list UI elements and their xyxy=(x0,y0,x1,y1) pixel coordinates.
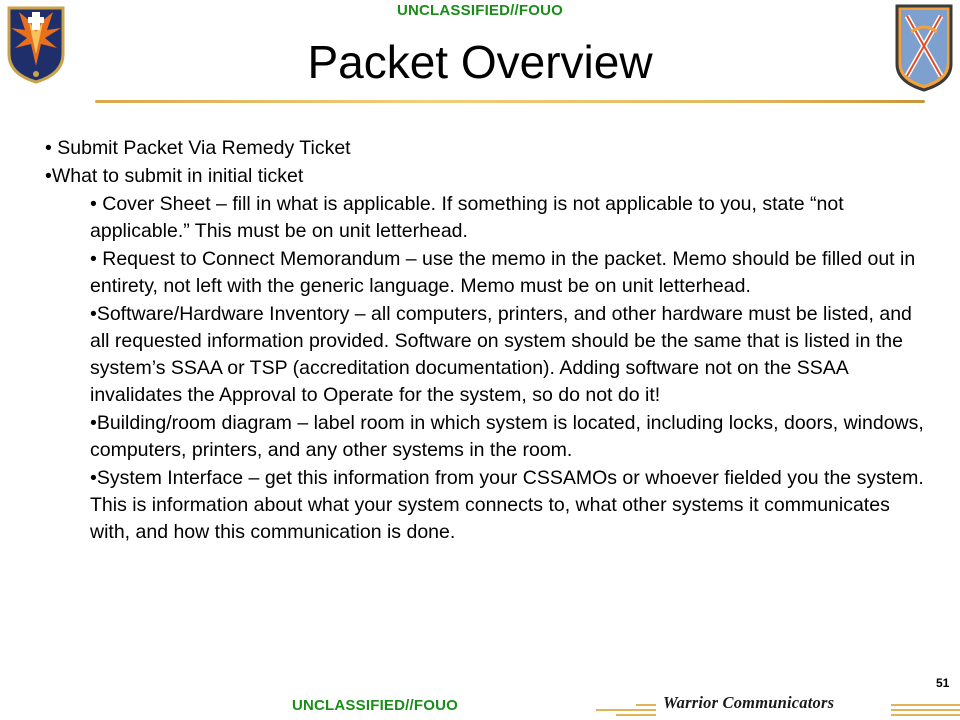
title-underline xyxy=(95,100,925,103)
sub-bullet-request-memo: • Request to Connect Memorandum – use the memo in the packet. Memo should be filled out in entirety, not left with the generic language. Memo must be on unit letterhead. xyxy=(90,248,916,297)
bullet-what-to-submit: •What to submit in initial ticket xyxy=(45,165,304,187)
bullet-submit-packet: • Submit Packet Via Remedy Ticket xyxy=(45,137,351,159)
top-classification-banner: UNCLASSIFIED//FOUO xyxy=(396,2,564,19)
sub-bullet-system-interface: •System Interface – get this information from your CSSAMOs or whoever fielded you the system. This is information about what your system connects to, what other systems it communicates with, and how this communication is done. xyxy=(90,467,924,543)
bottom-classification-banner: UNCLASSIFIED//FOUO xyxy=(291,697,459,714)
page-number: 51 xyxy=(936,676,950,690)
footer-motto: Warrior Communicators xyxy=(663,693,835,712)
sub-bullet-room-diagram: •Building/room diagram – label room in which system is located, including locks, doors, windows, computers, printers, and any other systems in the room. xyxy=(90,412,924,461)
sub-bullet-cover-sheet: • Cover Sheet – fill in what is applicable. If something is not applicable to you, state “not applicable.” This must be on unit letterhead. xyxy=(90,193,844,242)
page-title: Packet Overview xyxy=(307,36,653,88)
slide-body xyxy=(45,135,925,547)
sub-bullet-inventory: •Software/Hardware Inventory – all computers, printers, and other hardware must be listed, and all requested information provided. Software on system should be the same that is listed in the system’s SSAA or TSP (accreditation documentation). Adding software not on the SSAA invalidates the Approval to Operate for the system, so do not do it! xyxy=(90,303,912,406)
